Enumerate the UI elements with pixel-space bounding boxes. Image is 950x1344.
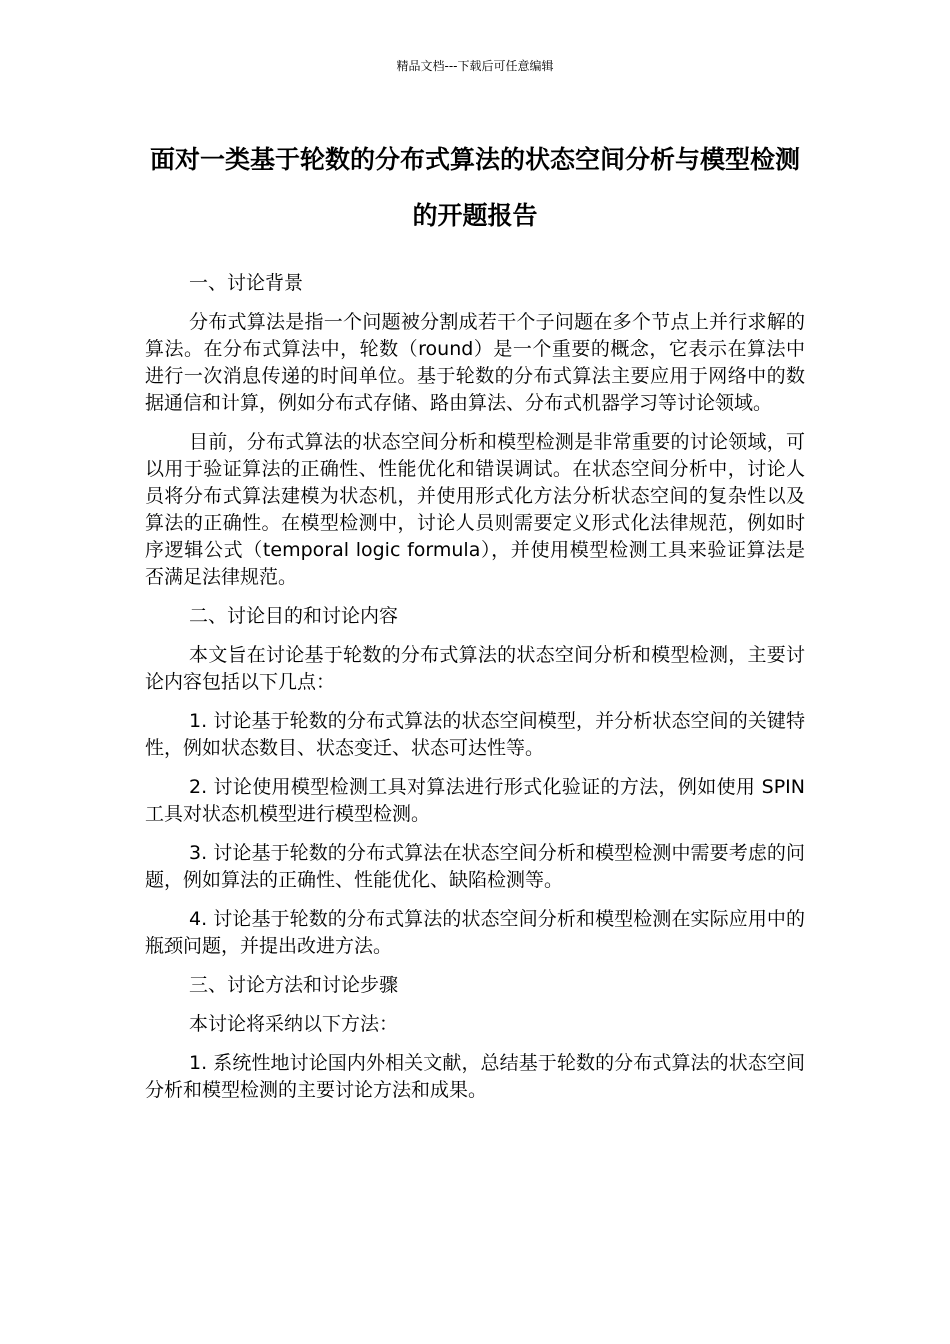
- document-title: 面对一类基于轮数的分布式算法的状态空间分析与模型检测的开题报告: [149, 145, 800, 230]
- section-heading-methods: 三、讨论方法和讨论步骤: [189, 974, 399, 996]
- list-item-goal-3: 3. 讨论基于轮数的分布式算法在状态空间分析和模型检测中需要考虑的问题，例如算法的正确性、性能优化、缺陷检测等。: [145, 842, 805, 891]
- section-heading-background: 一、讨论背景: [189, 272, 304, 294]
- paragraph-background-1: 分布式算法是指一个问题被分割成若干个子问题在多个节点上并行求解的算法。在分布式算法中，轮数（round）是一个重要的概念，它表示在算法中进行一次消息传递的时间单位。基于轮数的分布式算法主要应用于网络中的数据通信和计算，例如分布式存储、路由算法、分布式机器学习等讨论领域。: [145, 311, 805, 414]
- list-item-goal-4: 4. 讨论基于轮数的分布式算法的状态空间分析和模型检测在实际应用中的瓶颈问题，并提出改进方法。: [145, 908, 805, 957]
- list-item-goal-2: 2. 讨论使用模型检测工具对算法进行形式化验证的方法，例如使用 SPIN 工具对状态机模型进行模型检测。: [145, 776, 805, 825]
- paragraph-goals-intro: 本文旨在讨论基于轮数的分布式算法的状态空间分析和模型检测，主要讨论内容包括以下几点：: [145, 644, 805, 693]
- paragraph-methods-intro: 本讨论将采纳以下方法：: [189, 1013, 399, 1035]
- document-body: [145, 270, 805, 1116]
- list-item-method-1: 1. 系统性地讨论国内外相关文献，总结基于轮数的分布式算法的状态空间分析和模型检测的主要讨论方法和成果。: [145, 1052, 805, 1101]
- section-heading-goals: 二、讨论目的和讨论内容: [189, 605, 399, 627]
- page-header: 精品文档---下载后可任意编辑: [396, 59, 554, 73]
- list-item-goal-1: 1. 讨论基于轮数的分布式算法的状态空间模型，并分析状态空间的关键特性，例如状态数目、状态变迁、状态可达性等。: [145, 710, 805, 759]
- paragraph-background-2: 目前，分布式算法的状态空间分析和模型检测是非常重要的讨论领域，可以用于验证算法的正确性、性能优化和错误调试。在状态空间分析中，讨论人员将分布式算法建模为状态机，并使用形式化方法分析状态空间的复杂性以及算法的正确性。在模型检测中，讨论人员则需要定义形式化法律规范，例如时序逻辑公式（temporal logic formula），并使用模型检测工具来验证算法是否满足法律规范。: [145, 431, 805, 588]
